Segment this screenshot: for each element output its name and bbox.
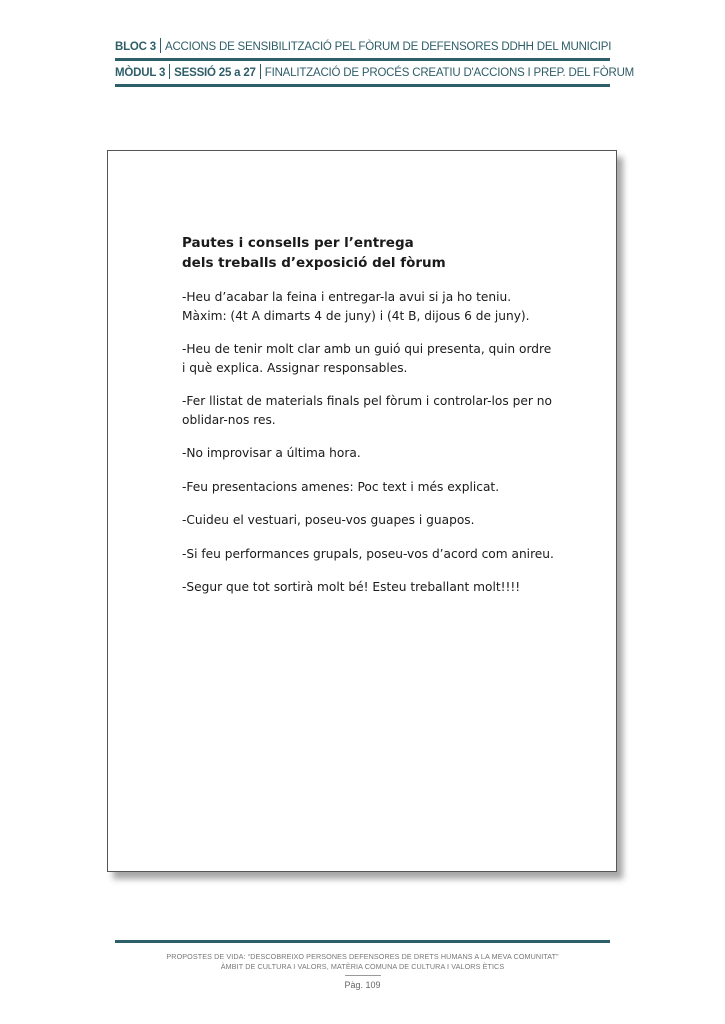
card-title-line-2: dels treballs d’exposició del fòrum xyxy=(182,255,446,271)
header-bloc-title: ACCIONS DE SENSIBILITZACIÓ PEL FÒRUM DE DEFENSORES DDHH DEL MUNICIPI xyxy=(164,41,612,53)
paragraph-line: -Heu de tenir molt clar amb un guió qui presenta, quin ordre xyxy=(182,342,552,356)
footer-divider xyxy=(345,975,381,976)
header-modul-title: FINALITZACIÓ DE PROCÉS CREATIU D'ACCIONS I PREP. DEL FÒRUM xyxy=(264,67,635,79)
paragraph-line: -Feu presentacions amenes: Poc text i més explicat. xyxy=(182,479,500,494)
paragraph-line: i què explica. Assignar responsables. xyxy=(182,360,408,375)
paragraph-line: -Cuideu el vestuari, poseu-vos guapes i guapos. xyxy=(182,513,475,527)
page-number: Pàg. 109 xyxy=(344,979,381,990)
paragraph-6 xyxy=(182,511,582,530)
footer-line-2: ÀMBIT DE CULTURA I VALORS, MATÈRIA COMUNA DE CULTURA I VALORS ÈTICS xyxy=(220,961,505,971)
card-title-line-1: Pautes i consells per l’entrega xyxy=(182,235,414,251)
card-title xyxy=(182,233,582,273)
header-modul: MÒDUL 3 xyxy=(115,67,166,79)
header-bloc: BLOC 3 xyxy=(115,41,156,53)
footer-rule xyxy=(115,940,610,943)
footer-line-1: PROPOSTES DE VIDA: “DESCOBREIXO PERSONES DEFENSORES DE DRETS HUMANS A LA MEVA COMUNITAT” xyxy=(166,951,559,961)
paragraph-1 xyxy=(182,288,582,325)
page-footer xyxy=(115,940,610,990)
paragraph-line: -Fer llistat de materials finals pel fòrum i controlar-los per no xyxy=(182,394,552,408)
header-line-2 xyxy=(115,64,635,79)
header-rule-1 xyxy=(115,58,610,61)
paragraph-5 xyxy=(182,478,582,497)
paragraph-line: -No improvisar a última hora. xyxy=(182,446,361,460)
header-line-1 xyxy=(115,38,610,53)
paragraph-4 xyxy=(182,444,582,463)
paragraph-3 xyxy=(182,392,582,429)
paragraph-7 xyxy=(182,545,582,564)
header-sessio: SESSIÓ 25 a 27 xyxy=(174,67,256,79)
paragraph-8 xyxy=(182,578,582,597)
footer-text xyxy=(115,952,610,972)
card-content xyxy=(182,233,582,612)
paragraph-line: oblidar-nos res. xyxy=(182,412,276,427)
paragraph-line: -Si feu performances grupals, poseu-vos d’acord com anireu. xyxy=(182,546,554,561)
header-separator xyxy=(169,64,170,79)
header-separator xyxy=(260,64,261,79)
paragraph-line: -Heu d’acabar la feina i entregar-la avui si ja ho teniu. xyxy=(182,290,512,304)
header-rule-2 xyxy=(115,84,610,87)
paragraph-line: -Segur que tot sortirà molt bé! Esteu treballant molt!!!! xyxy=(182,580,521,594)
header-separator xyxy=(160,38,161,53)
paragraph-2 xyxy=(182,340,582,377)
guidelines-card xyxy=(107,150,617,872)
paragraph-line: Màxim: (4t A dimarts 4 de juny) i (4t B, dijous 6 de juny). xyxy=(182,308,530,323)
